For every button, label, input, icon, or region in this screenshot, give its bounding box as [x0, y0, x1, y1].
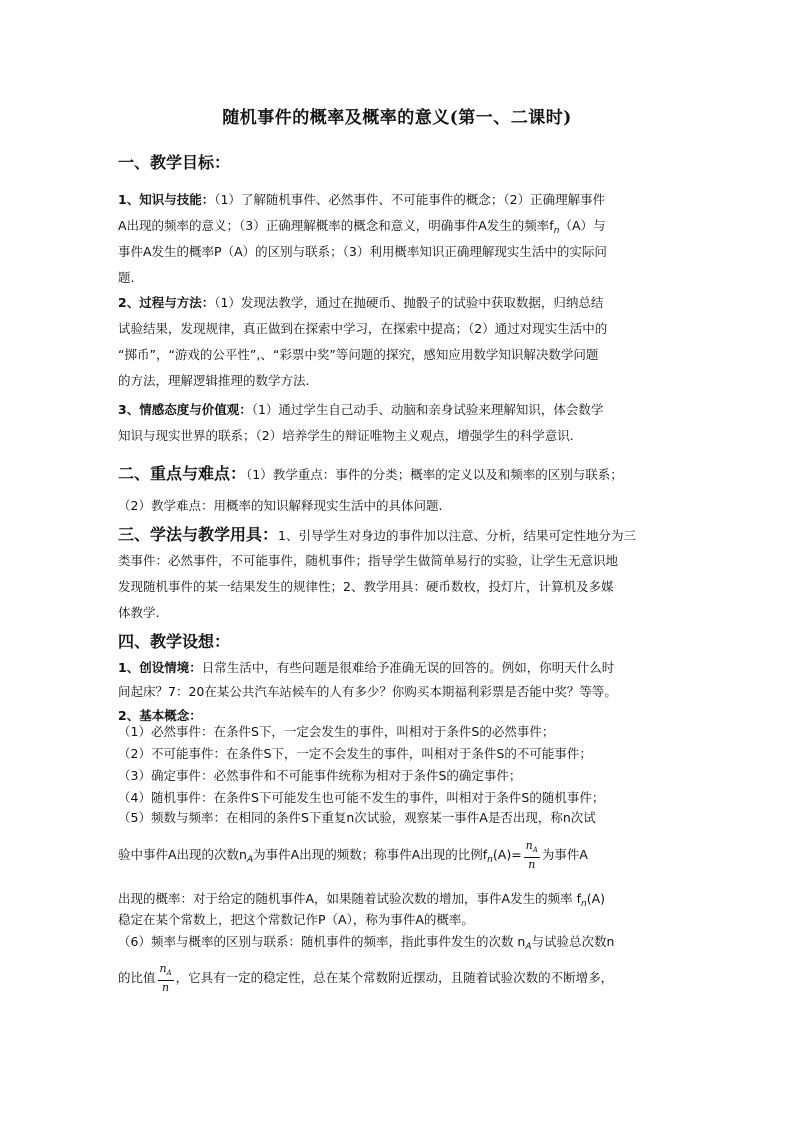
text-span: n [159, 962, 167, 975]
text-span: (A) [586, 891, 606, 906]
text-line: 体教学. [118, 605, 160, 620]
list-item [118, 932, 614, 952]
text-line: 题. [118, 270, 135, 285]
text-span: （6）频率与概率的区别与联系：随机事件的频率，指此事件发生的次数 n [118, 934, 526, 949]
fraction-denominator: n [528, 858, 536, 871]
text-span: 验中事件A出现的次数n [118, 847, 247, 862]
text-line [118, 656, 678, 680]
paragraph-scenario [118, 656, 678, 728]
list-item: （4）随机事件：在条件S下可能发生也可能不发生的事件，叫相对于条件S的随机事件； [118, 790, 605, 805]
paragraph-key-points [118, 461, 678, 519]
text-line [118, 290, 678, 316]
fraction-denominator: n [162, 981, 170, 994]
subscript: A [166, 969, 172, 977]
text-line: “掷币”，“游戏的公平性”,、“彩票中奖”等问题的探究，感知应用数学知识解决数学问题 [118, 347, 599, 362]
label-knowledge-skills: 1、知识与技能： [118, 192, 215, 207]
list-item-continuation [118, 962, 613, 995]
fraction-numerator [158, 962, 174, 981]
text-span: （A）与 [559, 218, 606, 233]
text-line: 间起床？7：20在某公共汽车站候车的人有多少？你购买本期福利彩票是否能中奖？等等。 [118, 684, 617, 699]
text-span: （1）通过学生自己动手、动脑和亲身试验来理解知识，体会数学 [251, 402, 604, 417]
list-item: （1）必然事件：在条件S下，一定会发生的事件，叫相对于条件S的必然事件； [118, 724, 555, 739]
text-span: (A)= [492, 847, 522, 862]
subscript: A [246, 855, 254, 865]
document-title: 随机事件的概率及概率的意义(第一、二课时) [222, 108, 572, 128]
label-attitudes-values: 3、情感态度与价值观： [118, 402, 252, 417]
text-line: 发现随机事件的某一结果发生的规律性；2、教学用具：硬币数枚，投灯片，计算机及多媒 [118, 579, 614, 594]
section-heading-learning-tools: 三、学法与教学用具： [118, 525, 279, 544]
list-item: （5）频数与频率：在相同的条件S下重复n次试验，观察某一事件A是否出现，称n次试 [118, 810, 596, 825]
text-line [118, 522, 678, 548]
text-span: 为事件A出现的频数；称事件A出现的比例f [253, 847, 488, 862]
text-line [118, 213, 678, 239]
text-line [118, 461, 678, 487]
text-span: （1）发现法教学，通过在抛硬币、抛骰子的试验中获取数据，归纳总结 [214, 295, 604, 310]
text-span: （1）教学重点：事件的分类；概率的定义以及和频率的区别与联系； [246, 467, 623, 482]
frequency-fraction [524, 839, 540, 872]
list-item: （3）确定事件：必然事件和不可能事件统称为相对于条件S的确定事件； [118, 768, 522, 783]
text-line: 试验结果，发现规律，真正做到在探索中学习，在探索中提高；（2）通过对现实生活中的 [118, 321, 608, 336]
text-line [118, 397, 678, 423]
text-line: （2）教学难点：用概率的知识解释现实生活中的具体问题. [118, 498, 443, 513]
paragraph-learning-tools [118, 522, 678, 626]
text-span: 出现的概率：对于给定的随机事件A，如果随着试验次数的增加，事件A发生的频率 f [118, 891, 581, 906]
text-span: 与试验总次数n [531, 934, 615, 949]
ratio-fraction [158, 962, 174, 995]
list-item: （2）不可能事件：在条件S下，一定不会发生的事件，叫相对于条件S的不可能事件； [118, 746, 592, 761]
section-heading-key-points: 二、重点与难点： [118, 464, 247, 483]
text-span: （1）了解随机事件、必然事件、不可能事件的概念；（2）正确理解事件 [214, 192, 606, 207]
label-basic-concepts: 2、基本概念： [118, 708, 202, 723]
text-line: 事件A发生的概率P（A）的区别与联系；（3）利用概率知识正确理解现实生活中的实际问 [118, 244, 607, 259]
subscript: n [487, 855, 493, 865]
text-span: n [525, 839, 533, 852]
text-line: 的方法，理解逻辑推理的数学方法. [118, 373, 310, 388]
text-span: 1、引导学生对身边的事件加以注意、分析，结果可定性地分为三 [278, 528, 636, 543]
section-heading-teaching-plan: 四、教学设想： [118, 632, 231, 651]
subscript: A [532, 846, 538, 854]
label-process-methods: 2、过程与方法： [118, 295, 215, 310]
text-span: ，它具有一定的稳定性，总在某个常数附近摆动，且随着试验次数的不断增多， [175, 970, 614, 985]
text-span: 日常生活中，有些问题是很难给予准确无误的回答的。例如，你明天什么时 [201, 660, 615, 675]
text-span: 的比值 [118, 970, 156, 985]
text-line: 类事件：必然事件，不可能事件，随机事件；指导学生做简单易行的实验，让学生无意识地 [118, 553, 619, 568]
label-scenario: 1、创设情境： [118, 660, 202, 675]
paragraph-knowledge-skills [118, 187, 678, 291]
section-heading-objectives: 一、教学目标： [118, 153, 231, 172]
subscript: A [525, 942, 532, 952]
subscript: n [580, 899, 587, 909]
text-span: A出现的频率的意义；（3）正确理解概率的概念和意义，明确事件A发生的频率f [118, 218, 554, 233]
list-item-continuation: 稳定在某个常数上，把这个常数记作P（A），称为事件A的概率。 [118, 912, 474, 927]
text-line [118, 187, 678, 213]
text-line: 知识与现实世界的联系；（2）培养学生的辩证唯物主义观点，增强学生的科学意识. [118, 428, 574, 443]
paragraph-attitudes-values [118, 397, 678, 449]
paragraph-process-methods [118, 290, 678, 394]
text-span: 为事件A [541, 847, 588, 862]
fraction-numerator [524, 839, 540, 858]
list-item-continuation [118, 839, 588, 872]
subscript: n [553, 226, 560, 236]
list-item-continuation [118, 889, 605, 909]
